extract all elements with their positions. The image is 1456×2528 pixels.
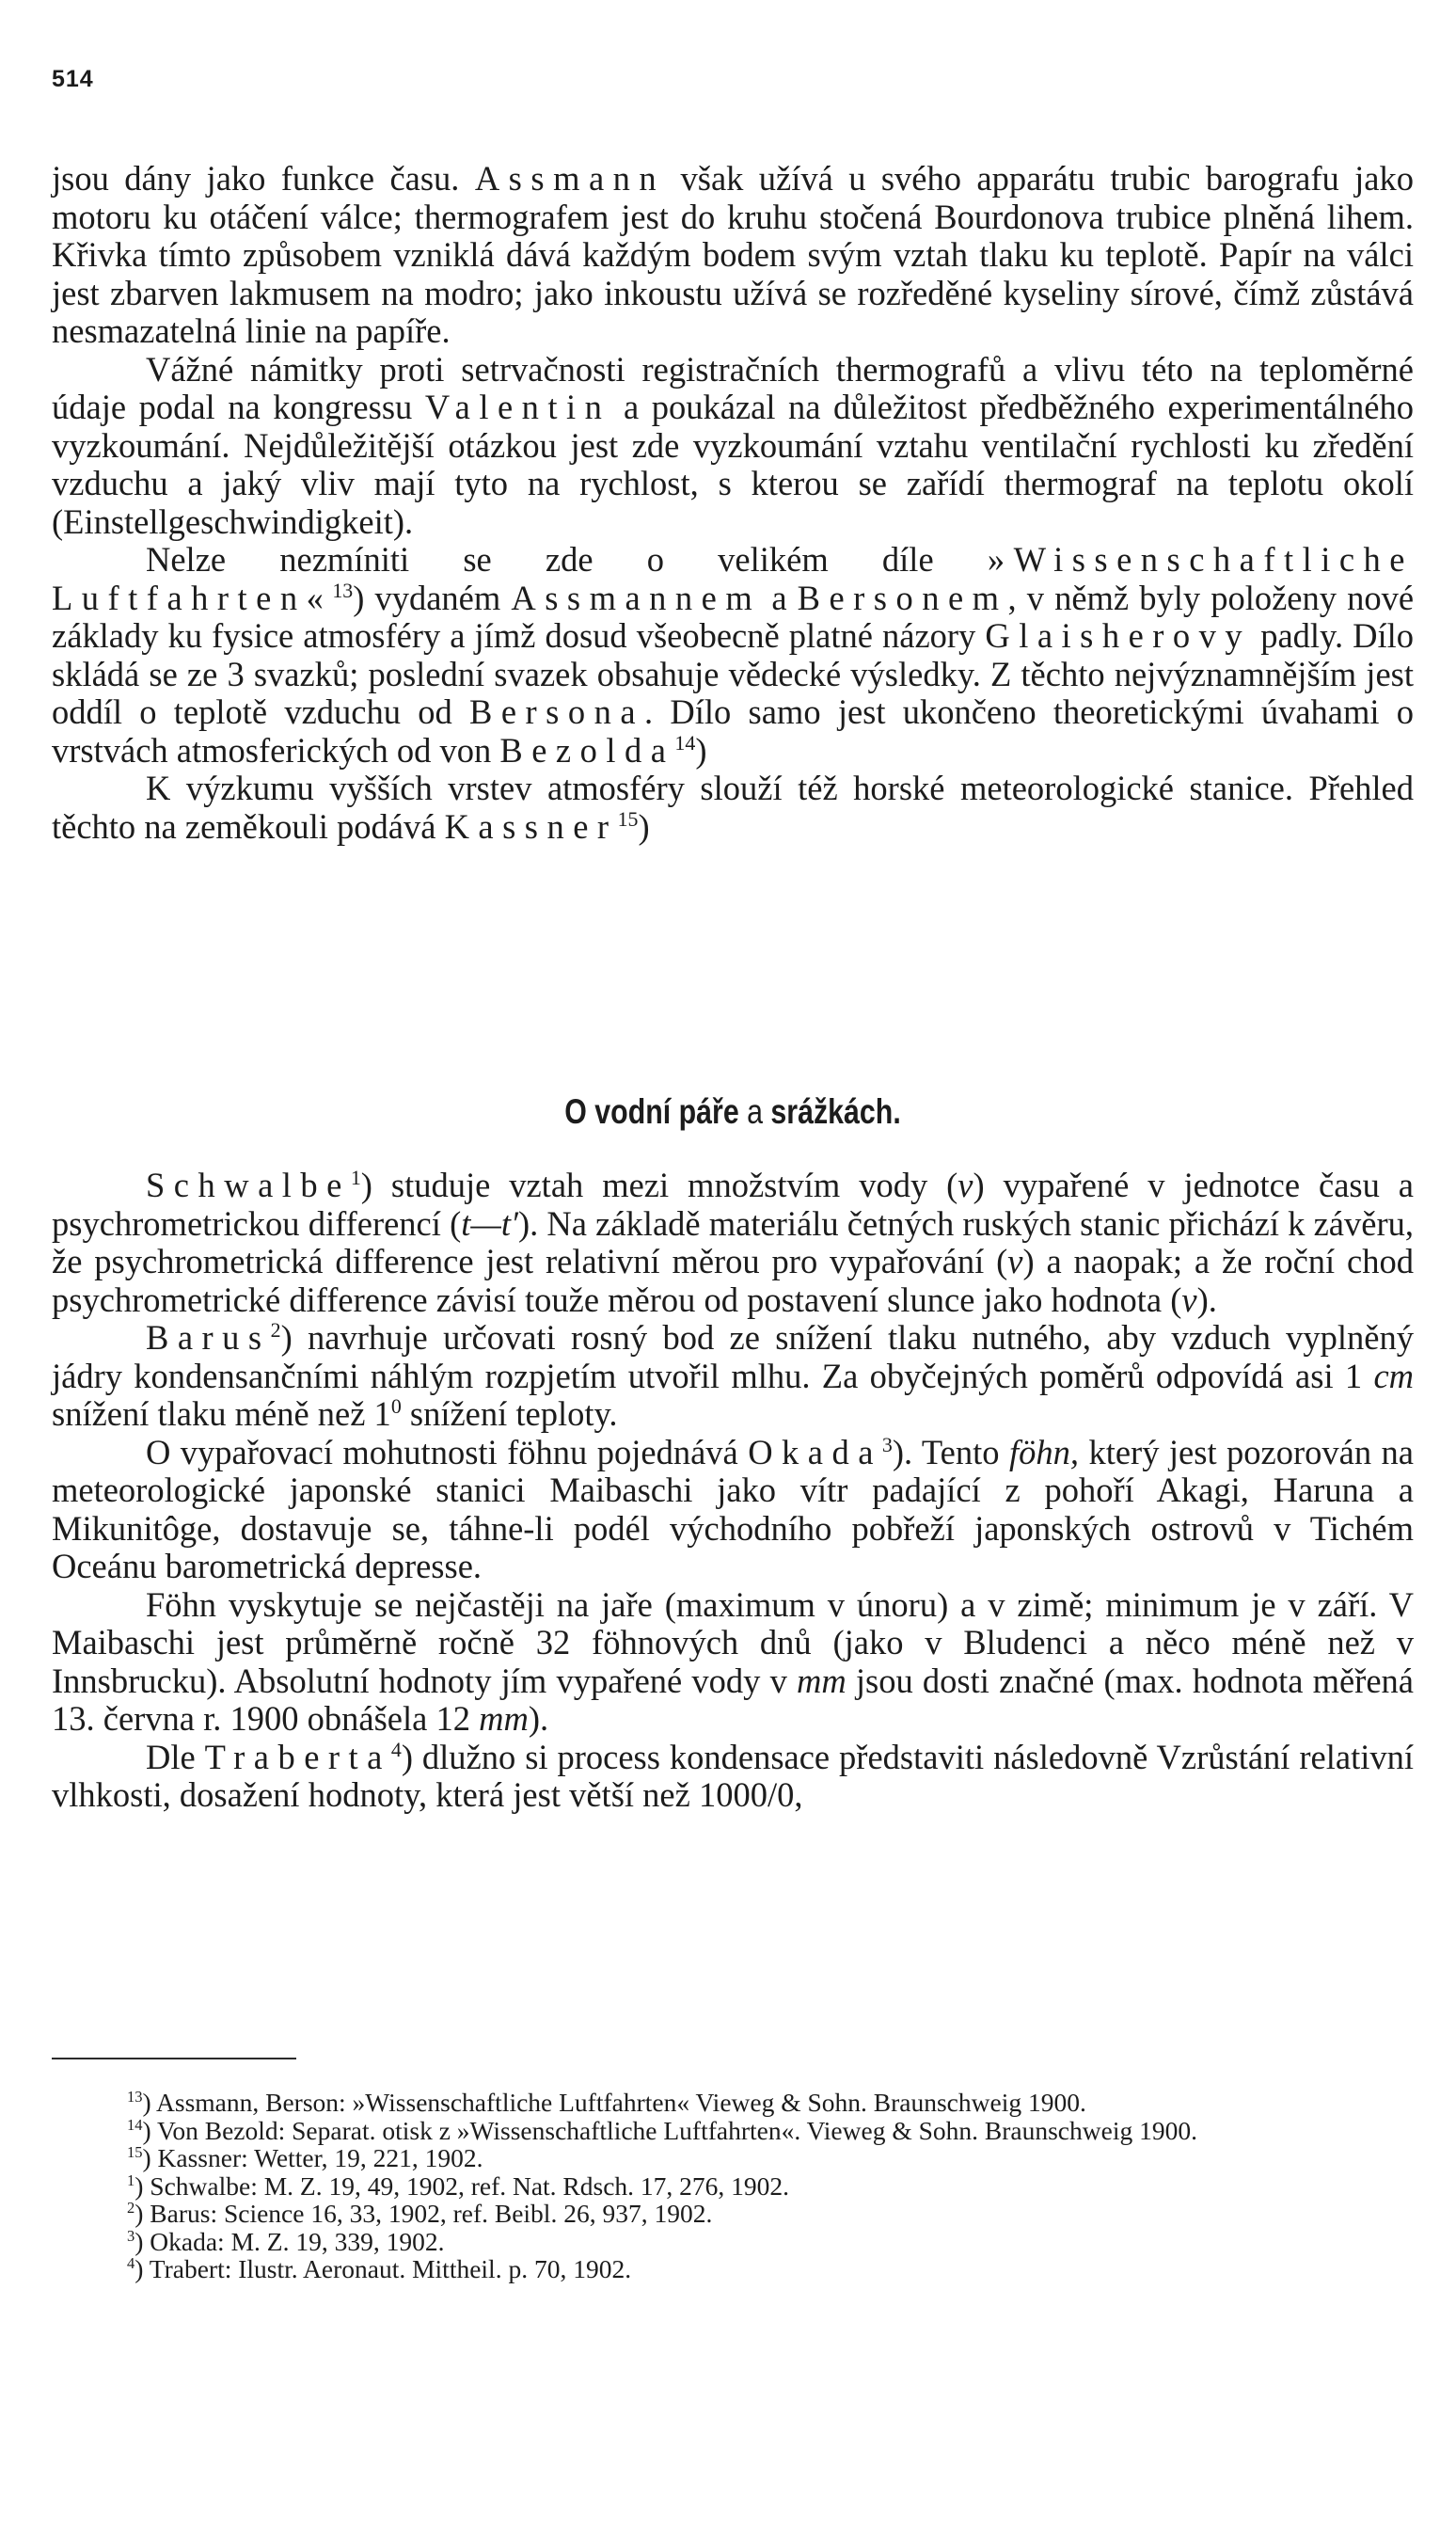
footnote: $^2$) Barus: Science 16, 33, 1902, ref. Beibl. 26, 937, 1902. <box>127 2198 713 2228</box>
footnote-ref: 3 <box>881 1432 893 1456</box>
page-number: 514 <box>52 66 94 92</box>
per-mille-sign: 0/0 <box>750 1775 795 1814</box>
person-name: Okada <box>748 1432 882 1471</box>
footnote-ref: 4 <box>390 1737 402 1761</box>
person-name: Assmannem <box>511 578 762 617</box>
person-name: Valentin <box>424 388 611 426</box>
person-name: Bersona <box>468 692 645 731</box>
person-name: Assmann <box>474 159 666 198</box>
footnote: $^{13}$) Assmann, Berson: »Wissenschaftliche Luftfahrten« Vieweg & Sohn. Braunschweig 1900. <box>127 2087 1086 2117</box>
paragraph-assmann-apparatus: jsou dány jako funkce času. Assmann však užívá u svého apparátu trubic barografu jako motoru ku otáčení válce; thermografem jest do kruhu stočená Bourdonova trubice plněná lihem. Křivka tímto způsobem vzniklá dává každým bodem svým vztah tlaku ku teplotě. Papír na válci jest zbarven lakmusem na modro; jako inkoustu užívá se rozředěné kyseliny sírové, čímž zůstává nesmazatelná linie na papíře. <box>52 159 1415 350</box>
person-name: Barus <box>146 1318 271 1357</box>
text-block-top <box>52 160 1414 846</box>
footnote-divider <box>52 2058 296 2059</box>
paragraph-schwalbe: Schwalbe$^1$) studuje vztah mezi množstvím vody (v) vypařené v jednotce času a psychrometrickou differencí (t—t′). Na základě materiálu četných ruských stanic přichází k závěru, že psychrometrická difference jest relativní měrou pro vypařování (v) a naopak; a že roční chod psychrometrické difference závisí touže měrou od postavení slunce jako hodnota (v). <box>52 1165 1414 1319</box>
paragraph-mountain-stations: K výzkumu vyšších vrstev atmosféry slouží též horské meteorologické stanice. Přehled těchto na zeměkouli podává Kassner$^{15}$) <box>52 769 1414 846</box>
paragraph-foehn: Föhn vyskytuje se nejčastěji na jaře (maximum v únoru) a v zimě; minimum je v září. V Maibaschi jest průměrně ročně 32 föhnových dnů (jako v Bludenci a něco méně než v Innsbrucku). Absolutní hodnoty jím vypařené vody v mm jsou dosti značné (max. hodnota měřená 13. června r. 1900 obnášela 12 mm). <box>52 1584 1414 1738</box>
footnote-ref: 1 <box>350 1165 361 1189</box>
footnote-ref: 15 <box>617 806 639 831</box>
footnote: $^{15}$) Kassner: Wetter, 19, 221, 1902. <box>127 2142 483 2172</box>
footnote-ref: 2 <box>270 1317 281 1342</box>
person-name: Glaisherovy <box>985 616 1252 655</box>
footnote: $^4$) Trabert: Ilustr. Aeronaut. Mittheil. p. 70, 1902. <box>127 2253 632 2283</box>
book-title: »Wissenschaftliche Luftfahrten« <box>52 540 1414 617</box>
paragraph-barus: Barus$^2$) navrhuje určovati rosný bod ze snížení tlaku nutného, aby vzduch vyplněný jádry kondensančními náhlým rozpjetím utvořil mlhu. Za obyčejných poměrů odpovídá asi 1 cm snížení tlaku méně než $1^0$ snížení teploty. <box>52 1317 1414 1433</box>
footnote-ref: 13 <box>332 578 354 602</box>
paragraph-okada: O vypařovací mohutnosti föhnu pojednává Okada$^3$). Tento föhn, který jest pozorován na meteorologické japonské stanici Maibaschi jako vítr padající z pohoří Akagi, Haruna a Mikunitôge, dostavuje se, táhne-li podél východního pobřeží japonských ostrovů v Tichém Oceánu barometrická depresse. <box>52 1432 1415 1585</box>
footnote-ref: 14 <box>674 730 696 755</box>
footnote: $^1$) Schwalbe: M. Z. 19, 49, 1902, ref. Nat. Rdsch. 17, 276, 1902. <box>127 2170 790 2201</box>
person-name: Kassner <box>444 806 618 846</box>
footnote: $^3$) Okada: M. Z. 19, 339, 1902. <box>127 2226 445 2256</box>
paragraph-trabert: Dle Traberta$^4$) dlužno si process kondensace představiti následovně Vzrůstání relativní vlhkosti, dosažení hodnoty, která jest větší než 1000/0, <box>52 1737 1414 1814</box>
person-name: Traberta <box>204 1737 391 1776</box>
paragraph-luftfahrten: Nelze nezmíniti se zde o velikém díle »Wissenschaftliche Luftfahrten«$^{13}$) vydaném Assmannem a Bersonem, v němž byly položeny nové základy ku fysice atmosféry a jímž dosud všeobecně platné názory Glaisherovy padly. Dílo skládá se ze 3 svazků; poslední svazek obsahuje vědecké výsledky. Z těchto nejvýznamnějším jest oddíl o teplotě vzduchu od Bersona. Dílo samo jest ukončeno theoretickými úvahami o vrstvách atmosferických od von Bezolda$^{14}$) <box>52 540 1415 770</box>
section-heading: O vodní páře a srážkách. <box>564 1092 901 1131</box>
footnotes <box>52 2089 1414 2283</box>
paragraph-valentin: Vážné námitky proti setrvačnosti registračních thermografů a vlivu této na teploměrné údaje podal na kongressu Valentin a poukázal na důležitost předběžného experimentálného vyzkoumání. Nejdůležitější otázkou jest zde vyzkoumání vztahu ventilační rychlosti ku zředění vzduchu a jaký vliv mají tyto na rychlost, s kterou se zařídí thermograf na teplotu okolí (Einstellgeschwindigkeit). <box>52 349 1414 541</box>
text-block-section <box>52 1167 1414 1815</box>
person-name: Bersonem <box>797 578 1008 617</box>
person-name: Bezolda <box>499 730 675 770</box>
person-name: Schwalbe <box>146 1166 351 1204</box>
footnote: $^{14}$) Von Bezold: Separat. otisk z »Wissenschaftliche Luftfahrten«. Vieweg & Sohn. Braunschweig 1900. <box>127 2115 1197 2145</box>
